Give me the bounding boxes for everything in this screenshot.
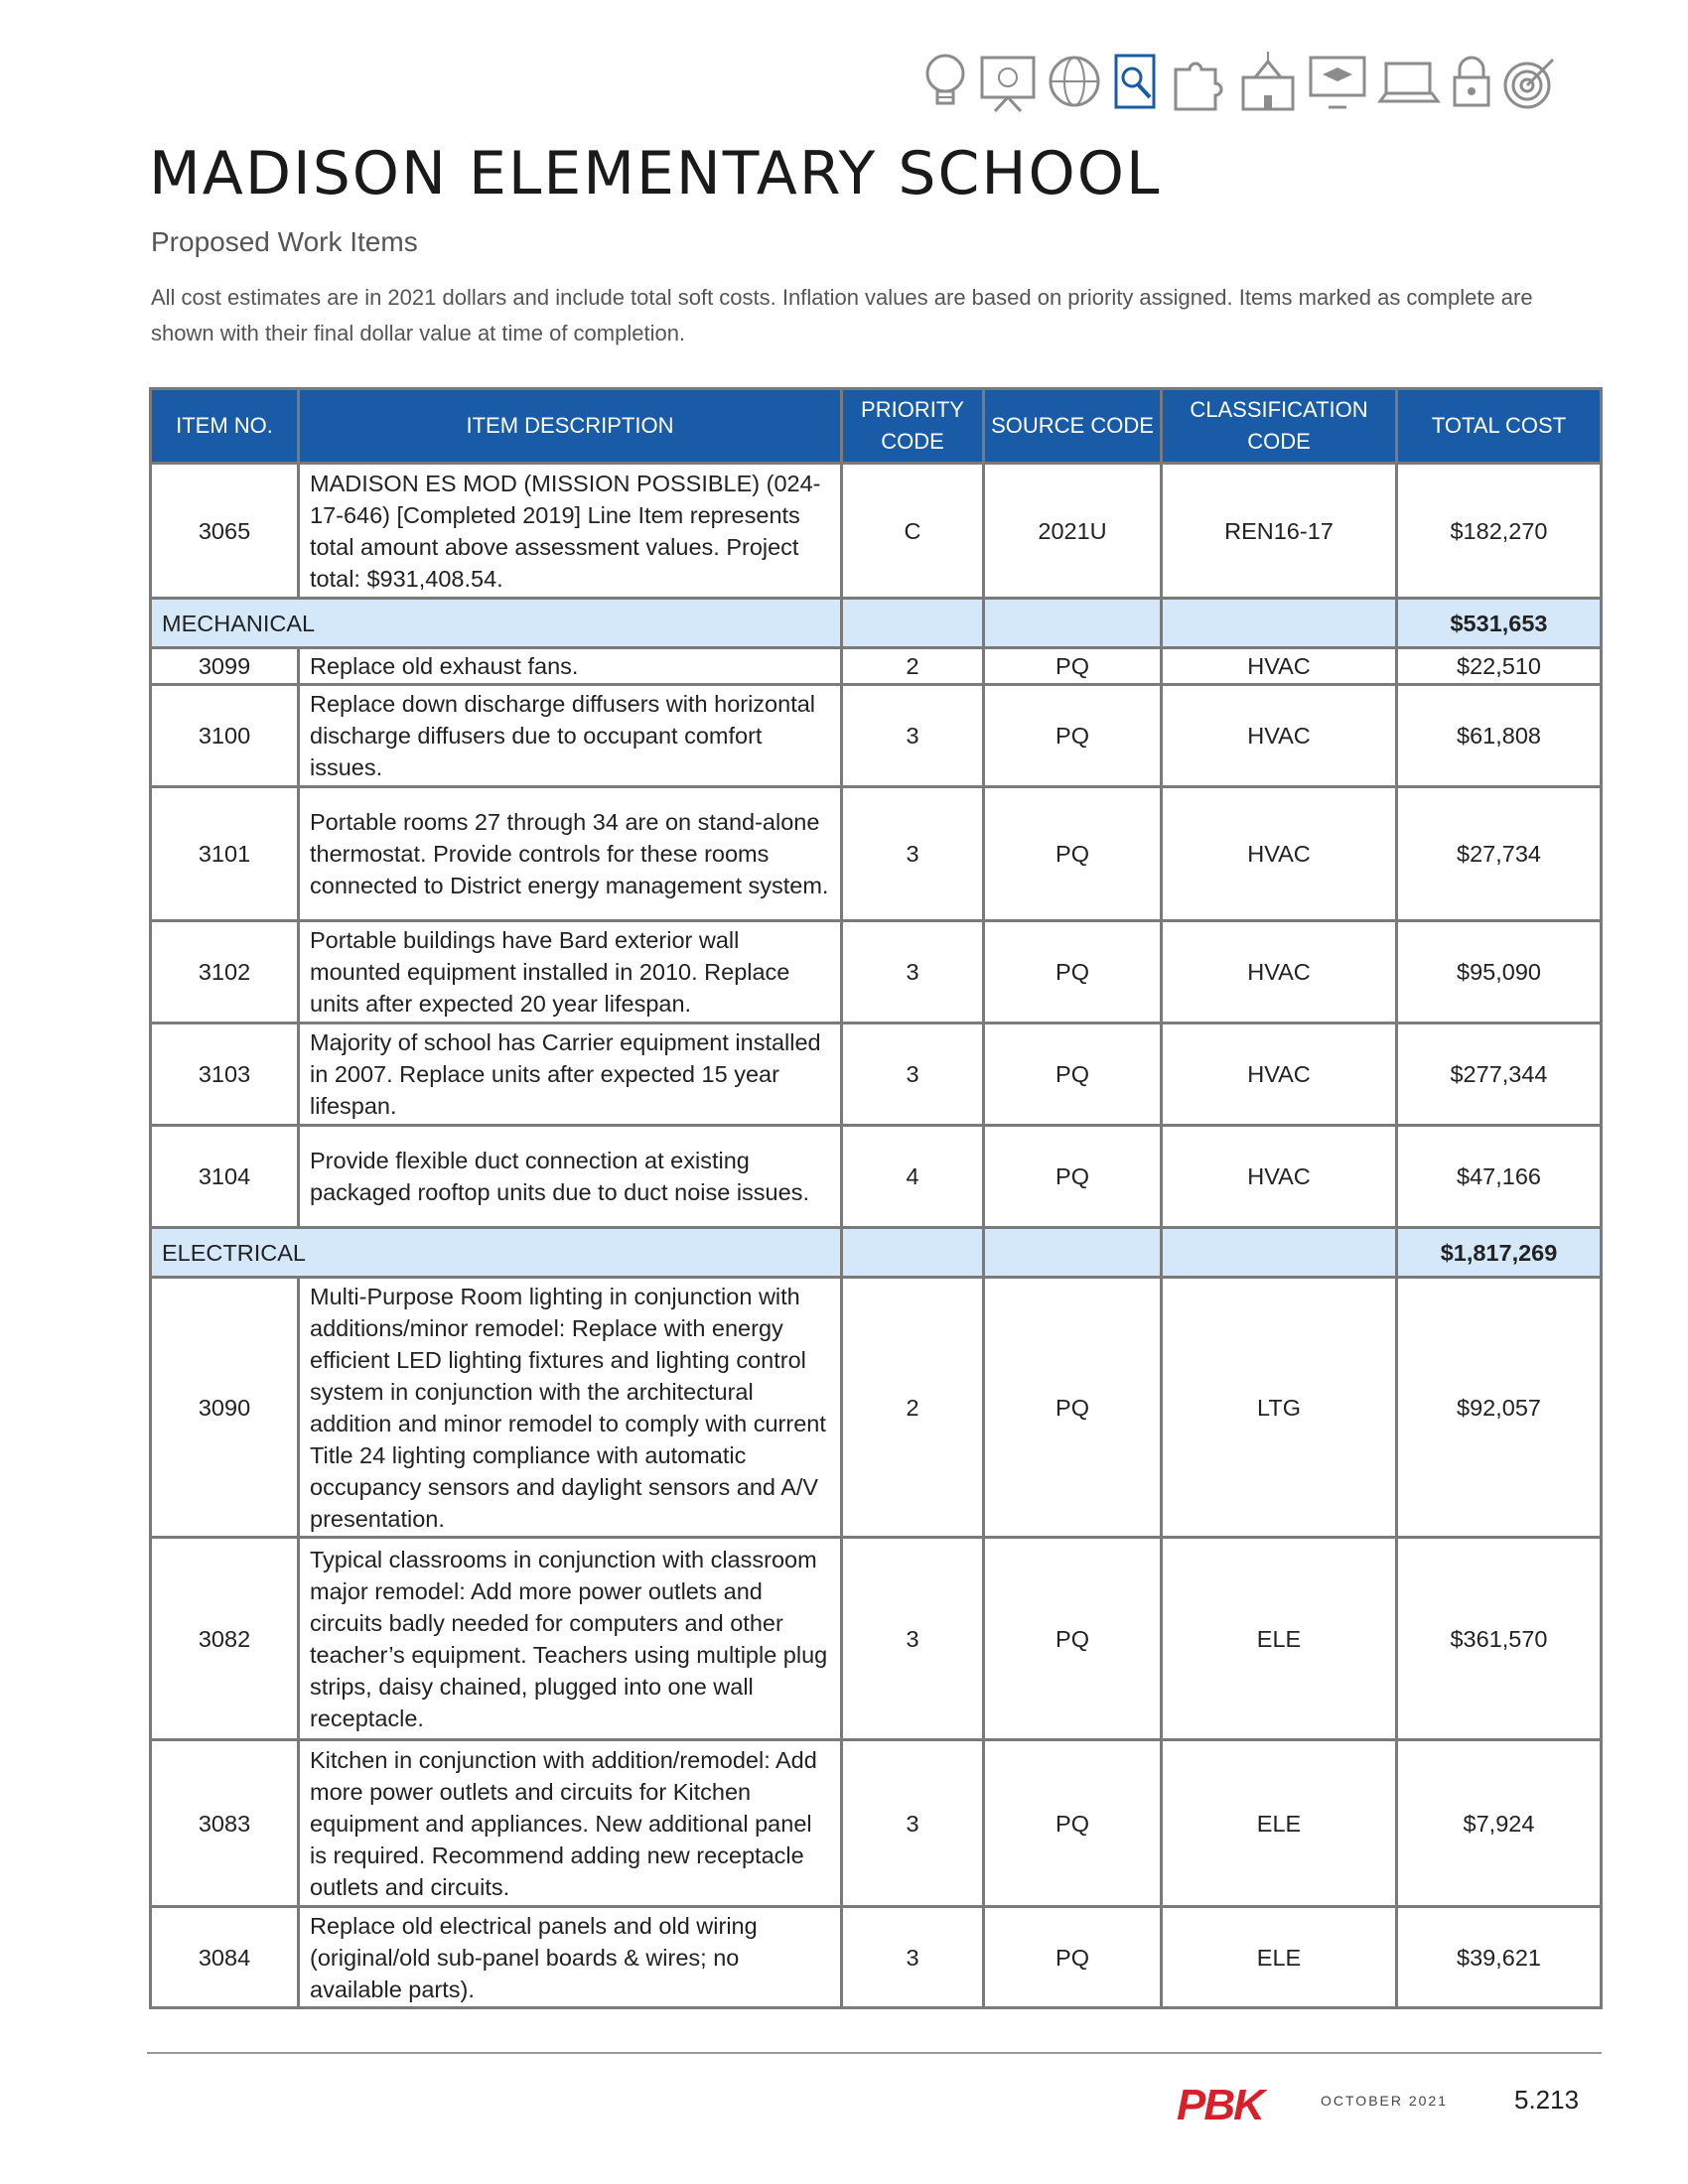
priority-code: C xyxy=(842,464,984,599)
priority-code: 3 xyxy=(842,1740,984,1907)
item-number: 3090 xyxy=(151,1278,299,1538)
table-row xyxy=(151,921,1602,1024)
page-subtitle: Proposed Work Items xyxy=(151,226,418,257)
item-description: Multi-Purpose Room lighting in conjunction with additions/minor remodel: Replace with energy efficient LED lighting fixtures and lighting control system in conjunction with the architectural addition and minor remodel to comply with current Title 24 lighting compliance with automatic occupancy sensors and daylight sensors and A/V presentation. xyxy=(299,1278,842,1538)
header-source: SOURCE CODE xyxy=(984,389,1162,464)
priority-code: 3 xyxy=(842,921,984,1024)
header-item-no: ITEM NO. xyxy=(151,389,299,464)
item-number: 3104 xyxy=(151,1126,299,1228)
globe-icon xyxy=(1047,50,1102,113)
classification-code: HVAC xyxy=(1162,787,1397,921)
priority-code: 3 xyxy=(842,787,984,921)
presentation-board-icon xyxy=(977,50,1039,113)
work-items-table xyxy=(149,387,1603,2009)
priority-code: 3 xyxy=(842,1024,984,1126)
section-total: $531,653 xyxy=(1397,599,1602,648)
item-description: Majority of school has Carrier equipment installed in 2007. Replace units after expected 15 year lifespan. xyxy=(299,1024,842,1126)
table-row xyxy=(151,1538,1602,1740)
header-classification: CLASSIFICATION CODE xyxy=(1162,389,1397,464)
item-description: Portable rooms 27 through 34 are on stand-alone thermostat. Provide controls for these rooms connected to District energy management system. xyxy=(299,787,842,921)
classification-code: LTG xyxy=(1162,1278,1397,1538)
section-row-electrical xyxy=(151,1228,1602,1278)
total-cost: $47,166 xyxy=(1397,1126,1602,1228)
header-description: ITEM DESCRIPTION xyxy=(299,389,842,464)
target-icon xyxy=(1501,50,1557,113)
table-row xyxy=(151,1907,1602,2008)
priority-code: 2 xyxy=(842,648,984,685)
table-row xyxy=(151,1126,1602,1228)
classification-code: HVAC xyxy=(1162,685,1397,787)
table-row xyxy=(151,648,1602,685)
item-number: 3065 xyxy=(151,464,299,599)
item-description: Portable buildings have Bard exterior wall mounted equipment installed in 2010. Replace units after expected 20 year lifespan. xyxy=(299,921,842,1024)
item-description: Replace old electrical panels and old wiring (original/old sub-panel boards & wires; no available parts). xyxy=(299,1907,842,2008)
classification-code: HVAC xyxy=(1162,921,1397,1024)
classification-code: HVAC xyxy=(1162,1126,1397,1228)
page-title: MADISON ELEMENTARY SCHOOL xyxy=(149,139,1162,208)
item-number: 3103 xyxy=(151,1024,299,1126)
priority-code: 3 xyxy=(842,1538,984,1740)
total-cost: $61,808 xyxy=(1397,685,1602,787)
table-header-row xyxy=(151,389,1602,464)
puzzle-icon xyxy=(1168,50,1229,113)
monitor-graduation-icon xyxy=(1307,50,1368,113)
item-description: MADISON ES MOD (MISSION POSSIBLE) (024-17-646) [Completed 2019] Line Item represents total amount above assessment values. Project total: $931,408.54. xyxy=(299,464,842,599)
classification-code: ELE xyxy=(1162,1538,1397,1740)
priority-code: 3 xyxy=(842,685,984,787)
item-number: 3101 xyxy=(151,787,299,921)
item-description: Replace old exhaust fans. xyxy=(299,648,842,685)
footer-date: OCTOBER 2021 xyxy=(1321,2093,1449,2109)
source-code: 2021U xyxy=(984,464,1162,599)
total-cost: $277,344 xyxy=(1397,1024,1602,1126)
source-code: PQ xyxy=(984,1538,1162,1740)
table-row xyxy=(151,464,1602,599)
total-cost: $92,057 xyxy=(1397,1278,1602,1538)
header-priority: PRIORITY CODE xyxy=(842,389,984,464)
item-description: Provide flexible duct connection at existing packaged rooftop units due to duct noise issues. xyxy=(299,1126,842,1228)
total-cost: $182,270 xyxy=(1397,464,1602,599)
source-code: PQ xyxy=(984,1278,1162,1538)
source-code: PQ xyxy=(984,787,1162,921)
magnifier-document-icon xyxy=(1110,50,1160,113)
footer-divider xyxy=(147,2052,1602,2054)
table-row xyxy=(151,1740,1602,1907)
total-cost: $361,570 xyxy=(1397,1538,1602,1740)
lightbulb-icon xyxy=(921,50,969,113)
item-number: 3099 xyxy=(151,648,299,685)
total-cost: $95,090 xyxy=(1397,921,1602,1024)
source-code: PQ xyxy=(984,1024,1162,1126)
classification-code: HVAC xyxy=(1162,1024,1397,1126)
school-building-icon xyxy=(1237,50,1299,113)
item-description: Replace down discharge diffusers with horizontal discharge diffusers due to occupant comfort issues. xyxy=(299,685,842,787)
pbk-logo-text: PBK xyxy=(1177,2081,1263,2127)
item-description: Kitchen in conjunction with addition/remodel: Add more power outlets and circuits for Kitchen equipment and appliances. New additional panel is required. Recommend adding new receptacle outlets and circuits. xyxy=(299,1740,842,1907)
table-row xyxy=(151,787,1602,921)
source-code: PQ xyxy=(984,1907,1162,2008)
item-number: 3102 xyxy=(151,921,299,1024)
section-label: MECHANICAL xyxy=(151,599,842,648)
source-code: PQ xyxy=(984,648,1162,685)
source-code: PQ xyxy=(984,1126,1162,1228)
laptop-icon xyxy=(1376,50,1442,113)
page-number: 5.213 xyxy=(1514,2085,1580,2115)
table-row xyxy=(151,1024,1602,1126)
source-code: PQ xyxy=(984,685,1162,787)
classification-code: ELE xyxy=(1162,1907,1397,2008)
total-cost: $22,510 xyxy=(1397,648,1602,685)
priority-code: 2 xyxy=(842,1278,984,1538)
section-row-mechanical xyxy=(151,599,1602,648)
classification-code: ELE xyxy=(1162,1740,1397,1907)
total-cost: $39,621 xyxy=(1397,1907,1602,2008)
section-total: $1,817,269 xyxy=(1397,1228,1602,1278)
source-code: PQ xyxy=(984,1740,1162,1907)
table-row xyxy=(151,1278,1602,1538)
total-cost: $7,924 xyxy=(1397,1740,1602,1907)
padlock-icon xyxy=(1450,50,1493,113)
classification-code: REN16-17 xyxy=(1162,464,1397,599)
table-row xyxy=(151,685,1602,787)
item-number: 3100 xyxy=(151,685,299,787)
pbk-logo xyxy=(1175,2080,1274,2127)
item-number: 3082 xyxy=(151,1538,299,1740)
header-total: TOTAL COST xyxy=(1397,389,1602,464)
priority-code: 3 xyxy=(842,1907,984,2008)
cost-note: All cost estimates are in 2021 dollars and include total soft costs. Inflation values are based on priority assigned. Items marked as complete are shown with their final dollar value at time of completion. xyxy=(151,285,1533,345)
item-number: 3083 xyxy=(151,1740,299,1907)
total-cost: $27,734 xyxy=(1397,787,1602,921)
section-label: ELECTRICAL xyxy=(151,1228,842,1278)
item-description: Typical classrooms in conjunction with classroom major remodel: Add more power outlets and circuits badly needed for computers and other teacher’s equipment. Teachers using multiple plug strips, daisy chained, plugged into one wall receptacle. xyxy=(299,1538,842,1740)
classification-code: HVAC xyxy=(1162,648,1397,685)
item-number: 3084 xyxy=(151,1907,299,2008)
source-code: PQ xyxy=(984,921,1162,1024)
priority-code: 4 xyxy=(842,1126,984,1228)
header-icon-strip xyxy=(921,50,1557,113)
